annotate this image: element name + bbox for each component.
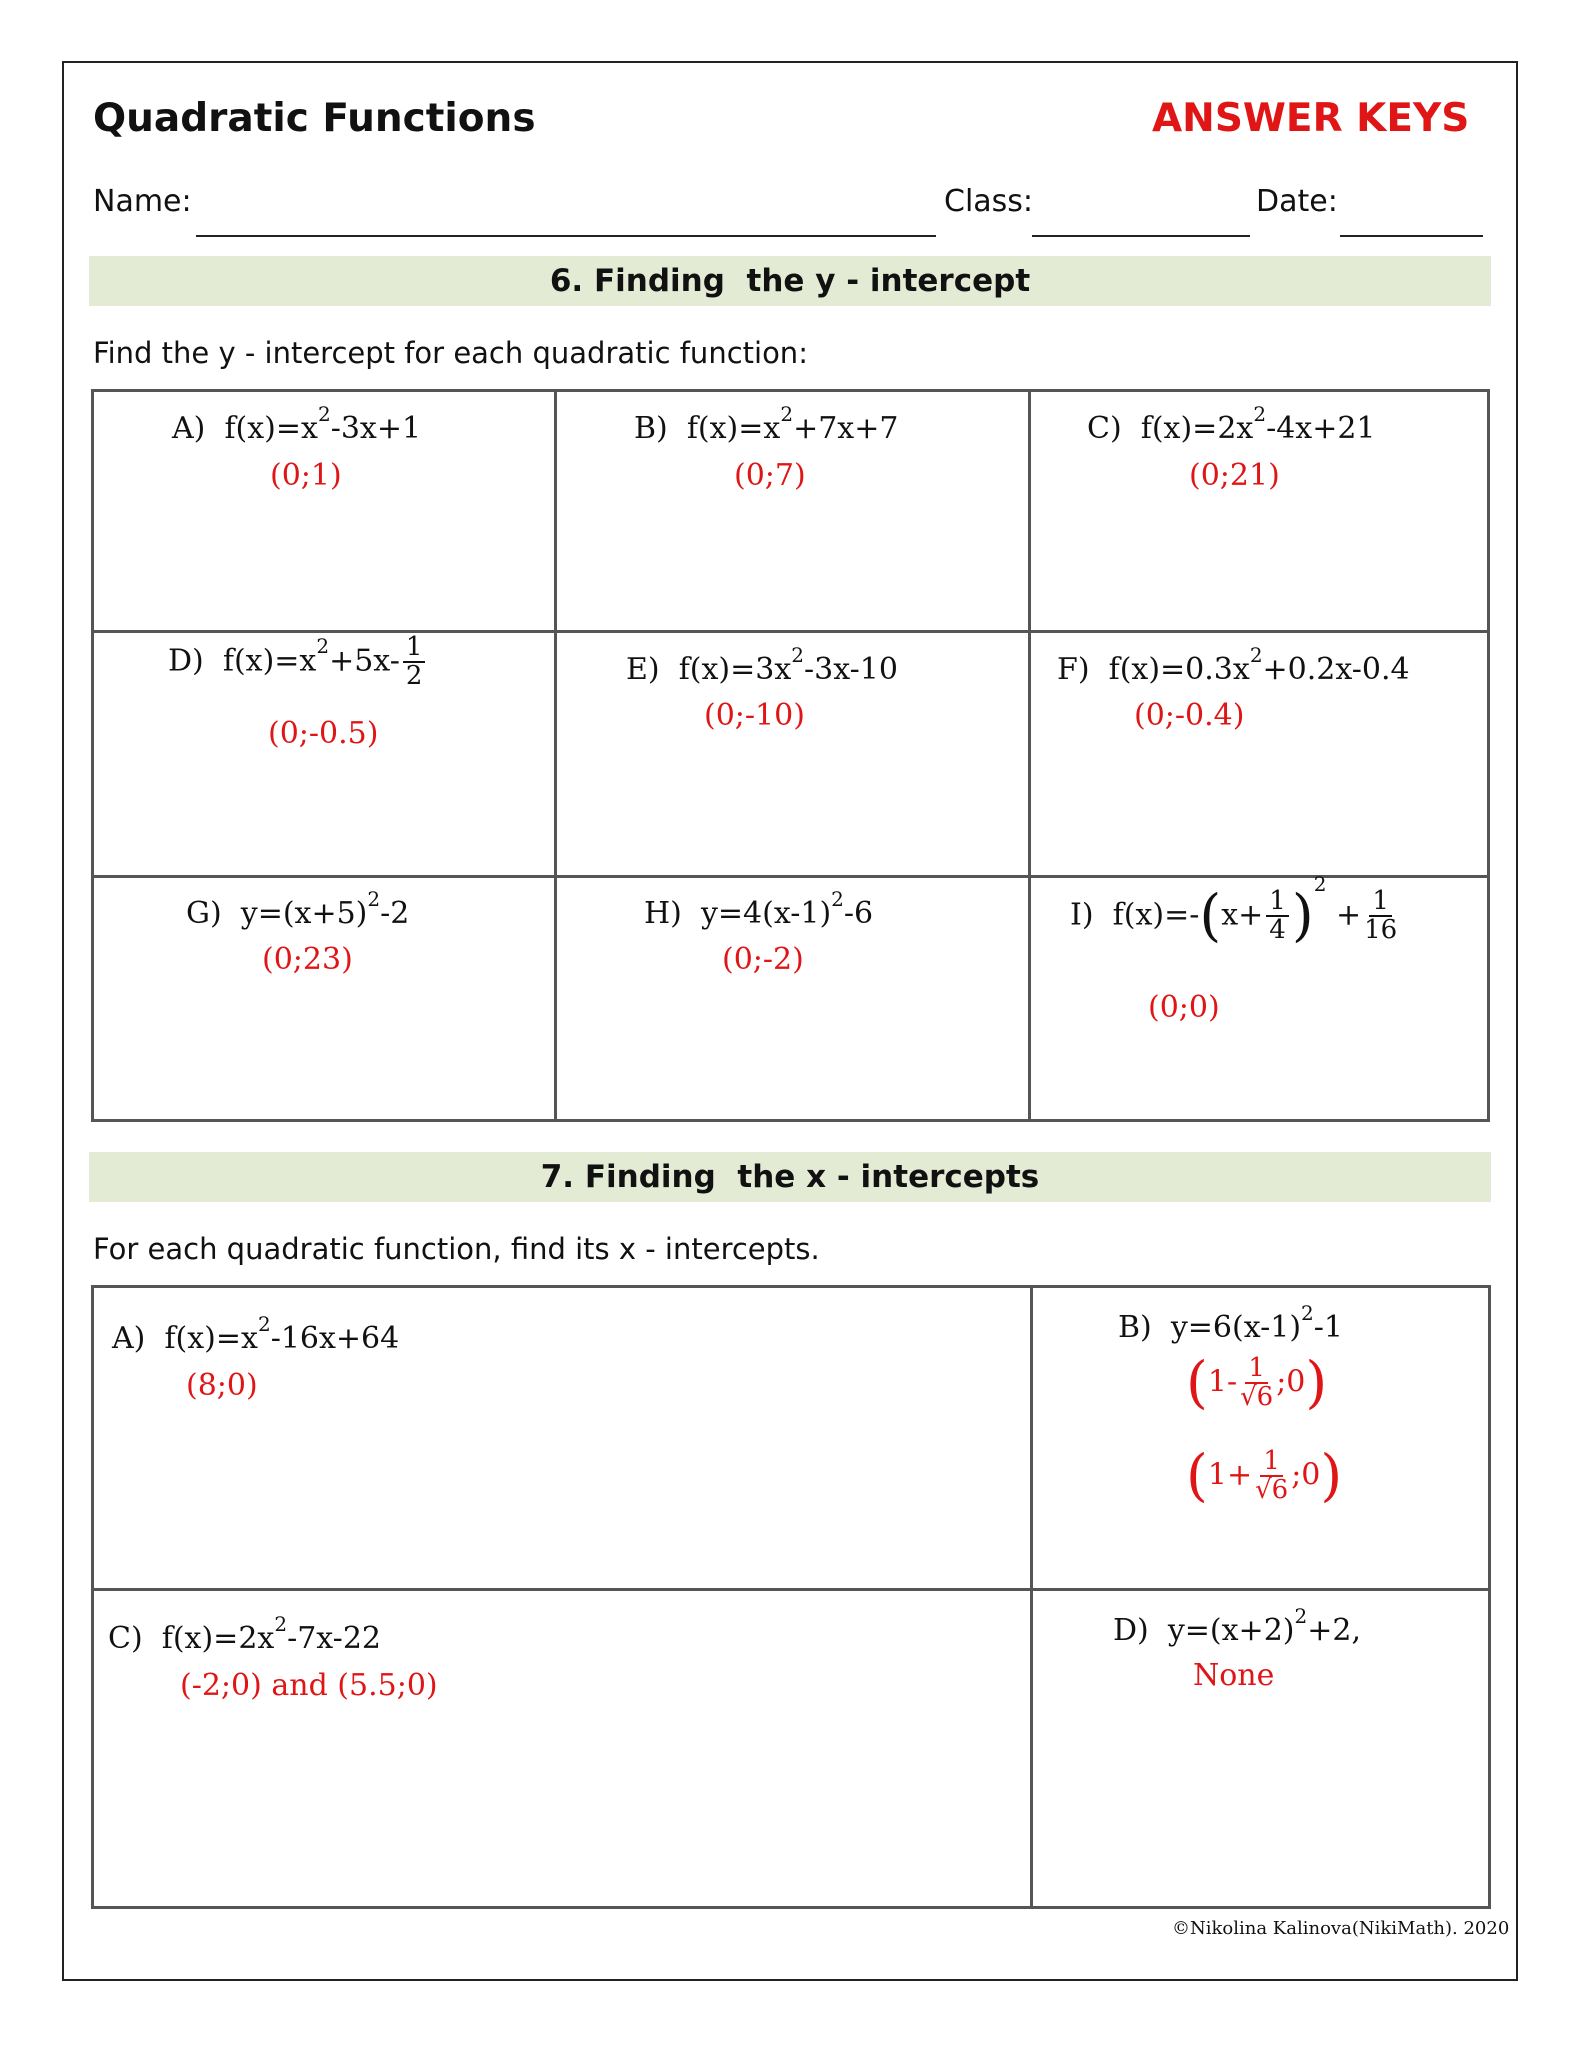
section-6-instruction: Find the y - intercept for each quadratic function: (93, 336, 808, 370)
answer-6e: (0;-10) (704, 698, 805, 733)
date-field[interactable] (1340, 235, 1483, 237)
answer-7a: (8;0) (186, 1368, 258, 1403)
problem-7d: D) $y=(x+2)^2+2$, (1113, 1604, 1361, 1648)
problem-6a: A) $f(x)=x^2-3x+1$ (172, 402, 422, 446)
y-intercept-grid (91, 389, 1490, 1122)
page-title: Quadratic Functions (93, 96, 536, 141)
problem-7b: B) $y=6(x-1)^2-1$ (1118, 1301, 1343, 1345)
answer-7c: (-2;0) and (5.5;0) (180, 1668, 438, 1703)
problem-7c: C) $f(x)=2x^2-7x-22$ (108, 1612, 381, 1656)
copyright-footer: ©Nikolina Kalinova(NikiMath). 2020 (1172, 1918, 1510, 1939)
problem-6c: C) $f(x)=2x^2-4x+21$ (1087, 402, 1376, 446)
answer-6h: (0;-2) (722, 942, 804, 977)
answer-6f: (0;-0.4) (1134, 698, 1245, 733)
answer-keys-label: ANSWER KEYS (1152, 96, 1470, 141)
class-label: Class: (944, 184, 1034, 219)
answer-7d: None (1193, 1658, 1275, 1693)
answer-7b-1: (1- $\frac{1}{√6}$ ;0) (1186, 1350, 1328, 1416)
problem-6i: I) f(x)=-(x+ $\frac{1}{4}$ )$^2$ + $\frac{1}{16}$ (1070, 872, 1398, 949)
answer-6a: (0;1) (270, 458, 342, 493)
class-field[interactable] (1032, 235, 1250, 237)
problem-6e: E) $f(x)=3x^2-3x-10$ (626, 643, 898, 687)
section-7-title: 7. Finding the x - intercepts (540, 1159, 1040, 1195)
section-6-title: 6. Finding the y - intercept (549, 263, 1031, 299)
problem-6h: H) $y=4(x-1)^2-6$ (644, 887, 874, 931)
answer-6i: (0;0) (1148, 990, 1220, 1025)
problem-6d: D) $f(x)=x^2+5x-$ $\frac{1}{2}$ (168, 634, 428, 691)
section-7-instruction: For each quadratic function, find its x - intercepts. (93, 1232, 820, 1266)
name-field[interactable] (196, 235, 936, 237)
problem-6f: F) $f(x)=0.3x^2+0.2x-0.4$ (1057, 643, 1410, 687)
section-7-banner (89, 1152, 1491, 1202)
answer-6g: (0;23) (262, 942, 353, 977)
problem-6g: G) $y=(x+5)^2-2$ (186, 887, 410, 931)
answer-6b: (0;7) (734, 458, 806, 493)
date-label: Date: (1256, 184, 1338, 219)
answer-6d: (0;-0.5) (268, 716, 379, 751)
problem-6b: B) $f(x)=x^2+7x+7$ (634, 402, 899, 446)
problem-7a: A) $f(x)=x^2-16x+64$ (112, 1312, 400, 1356)
section-6-banner (89, 256, 1491, 306)
name-label: Name: (93, 184, 192, 219)
answer-6c: (0;21) (1189, 458, 1280, 493)
answer-7b-2: (1+ $\frac{1}{√6}$ ;0) (1186, 1443, 1343, 1509)
